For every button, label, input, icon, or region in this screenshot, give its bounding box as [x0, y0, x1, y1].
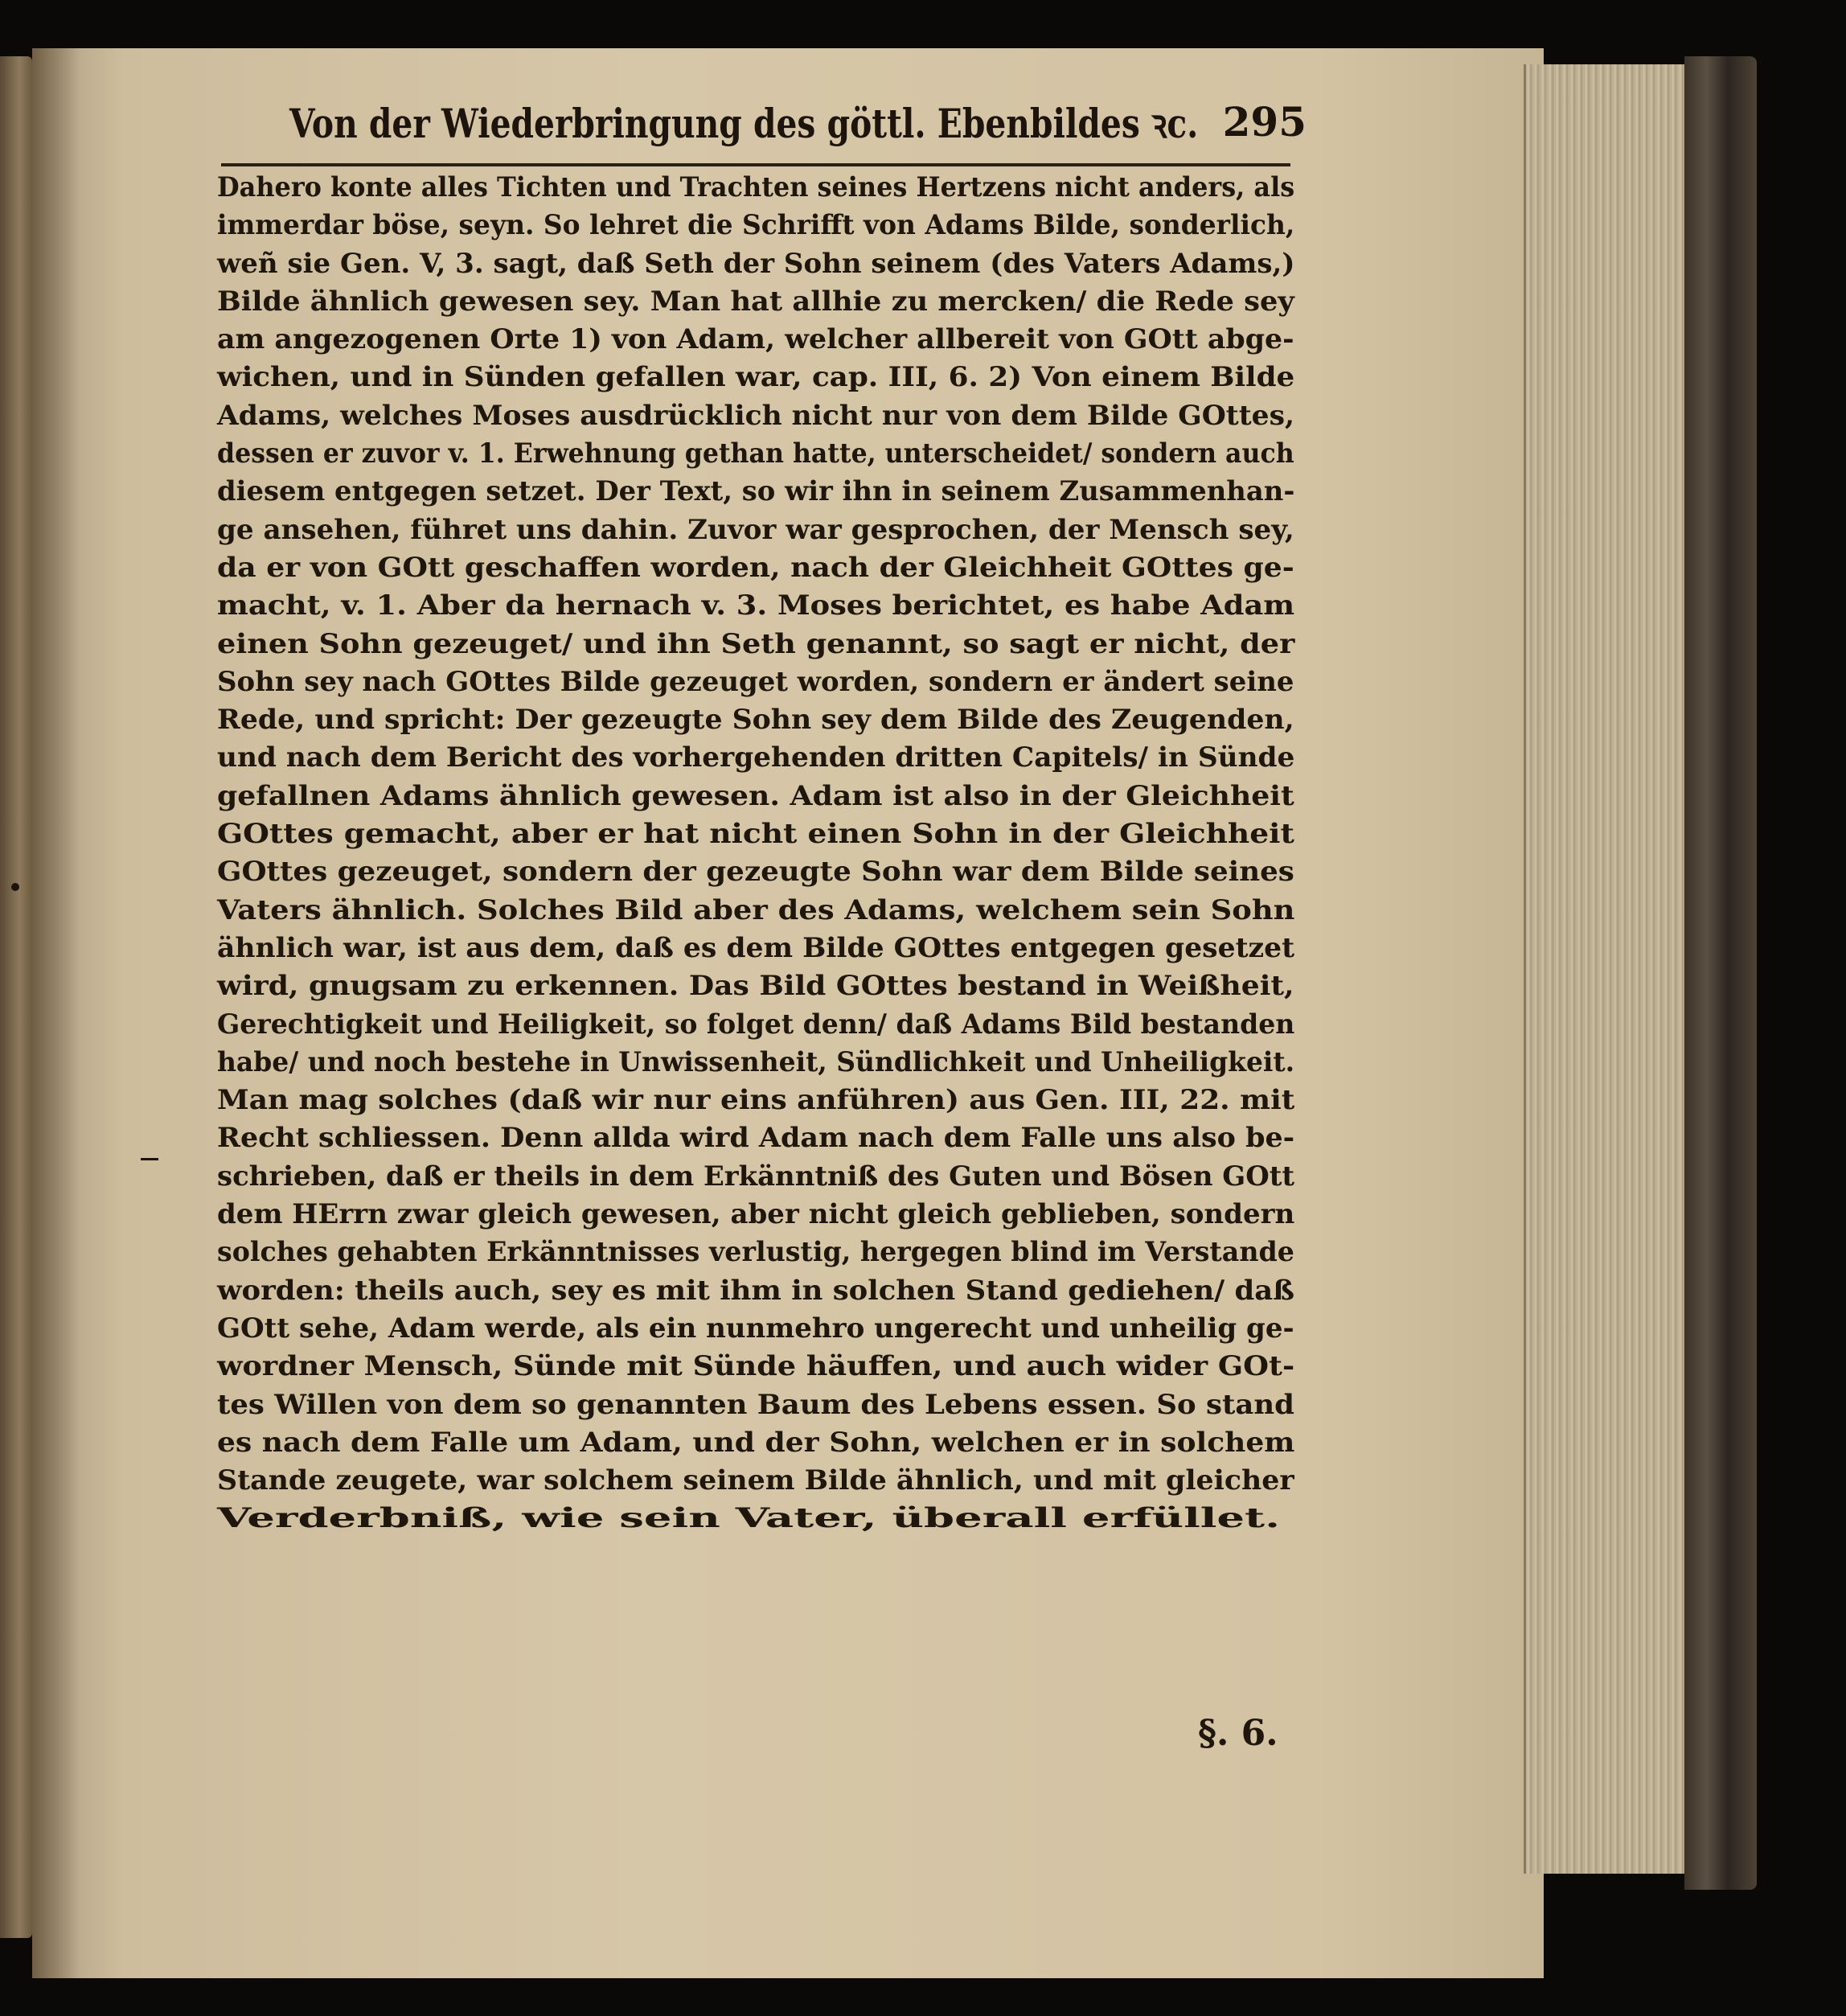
text-line: tes Willen von dem so genannten Baum des Lebens essen. So stand — [217, 1388, 1294, 1421]
text-line: GOttes gezeuget, sondern der gezeugte Sohn war dem Bilde seines — [217, 856, 1294, 889]
text-line: solches gehabten Erkänntnisses verlustig, hergegen blind im Verstande — [217, 1236, 1294, 1269]
text-line: Stande zeugete, war solchem seinem Bilde ähnlich, und mit gleicher — [217, 1464, 1294, 1497]
text-line: Bilde ähnlich gewesen sey. Man hat allhie zu mercken/ die Rede sey — [217, 285, 1294, 318]
text-line: wordner Mensch, Sünde mit Sünde häuffen, und auch wider GOt- — [217, 1350, 1295, 1383]
text-line: da er von GOtt geschaffen worden, nach der Gleichheit GOttes ge- — [217, 551, 1294, 584]
running-header — [289, 95, 1307, 159]
page-block-edge — [1524, 64, 1687, 1874]
page-number: 295 — [1222, 98, 1307, 146]
header-rule — [221, 163, 1290, 166]
text-line: Adams, welches Moses ausdrücklich nicht nur von dem Bilde GOttes, — [217, 399, 1295, 432]
text-line: Sohn sey nach GOttes Bilde gezeuget worden, sondern er ändert seine — [217, 665, 1294, 698]
text-line: ge ansehen, führet uns dahin. Zuvor war gesprochen, der Mensch sey, — [217, 513, 1294, 546]
running-title: Von der Wiederbringung des göttl. Ebenbildes ꝛc. — [289, 100, 1199, 147]
text-line: worden: theils auch, sey es mit ihm in solchen Stand gediehen/ daß — [217, 1274, 1295, 1307]
text-line: am angezogenen Orte 1) von Adam, welcher allbereit von GOtt abge- — [217, 323, 1294, 356]
text-line: Recht schliessen. Denn allda wird Adam nach dem Falle uns also be- — [217, 1122, 1295, 1155]
text-line: Dahero konte alles Tichten und Trachten seines Hertzens nicht anders, als — [217, 171, 1295, 203]
margin-mark — [11, 883, 19, 891]
text-line: einen Sohn gezeuget/ und ihn Seth genannt, so sagt er nicht, der — [217, 627, 1295, 660]
text-line: gefallnen Adams ähnlich gewesen. Adam ist also in der Gleichheit — [217, 779, 1294, 812]
text-line: macht, v. 1. Aber da hernach v. 3. Moses berichtet, es habe Adam — [217, 589, 1295, 622]
margin-mark — [141, 1158, 158, 1160]
text-line: dessen er zuvor v. 1. Erwehnung gethan hatte, unterscheidet/ sondern auch — [217, 437, 1294, 470]
text-line: weñ sie Gen. V, 3. sagt, daß Seth der Sohn seinem (des Vaters Adams,) — [217, 247, 1295, 280]
text-line: GOttes gemacht, aber er hat nicht einen Sohn in der Gleichheit — [217, 818, 1294, 851]
catchword: §. 6. — [1198, 1713, 1278, 1754]
body-text — [217, 169, 1294, 1538]
gutter-shadow — [32, 48, 80, 1978]
text-line: und nach dem Bericht des vorhergehenden dritten Capitels/ in Sünde — [217, 741, 1295, 774]
facing-page-edge — [0, 56, 32, 1938]
text-line: immerdar böse, seyn. So lehret die Schrifft von Adams Bilde, sonderlich, — [217, 209, 1295, 242]
text-line: Man mag solches (daß wir nur eins anführen) aus Gen. III, 22. mit — [217, 1084, 1295, 1117]
text-line: Vaters ähnlich. Solches Bild aber des Adams, welchem sein Sohn — [217, 893, 1295, 926]
text-line: habe/ und noch bestehe in Unwissenheit, Sündlichkeit und Unheiligkeit. — [217, 1045, 1295, 1078]
text-line: wichen, und in Sünden gefallen war, cap. III, 6. 2) Von einem Bilde — [217, 361, 1295, 394]
text-line: ähnlich war, ist aus dem, daß es dem Bilde GOttes entgegen gesetzet — [217, 931, 1295, 964]
text-line: diesem entgegen setzet. Der Text, so wir ihn in seinem Zusammenhan- — [217, 475, 1295, 508]
text-line: es nach dem Falle um Adam, und der Sohn, welchen er in solchem — [217, 1426, 1295, 1459]
book-cover-board — [1684, 56, 1757, 1890]
text-line: schrieben, daß er theils in dem Erkänntniß des Guten und Bösen GOtt — [217, 1160, 1294, 1193]
text-line: Gerechtigkeit und Heiligkeit, so folget denn/ daß Adams Bild bestanden — [217, 1008, 1295, 1041]
text-line: GOtt sehe, Adam werde, als ein nunmehro ungerecht und unheilig ge- — [217, 1312, 1294, 1345]
text-line: Verderbniß, wie sein Vater, überall erfüllet. — [217, 1502, 1281, 1535]
text-line: wird, gnugsam zu erkennen. Das Bild GOttes bestand in Weißheit, — [217, 970, 1294, 1003]
text-line: Rede, und spricht: Der gezeugte Sohn sey dem Bilde des Zeugenden, — [217, 704, 1294, 737]
text-line: dem HErrn zwar gleich gewesen, aber nicht gleich geblieben, sondern — [217, 1198, 1295, 1231]
